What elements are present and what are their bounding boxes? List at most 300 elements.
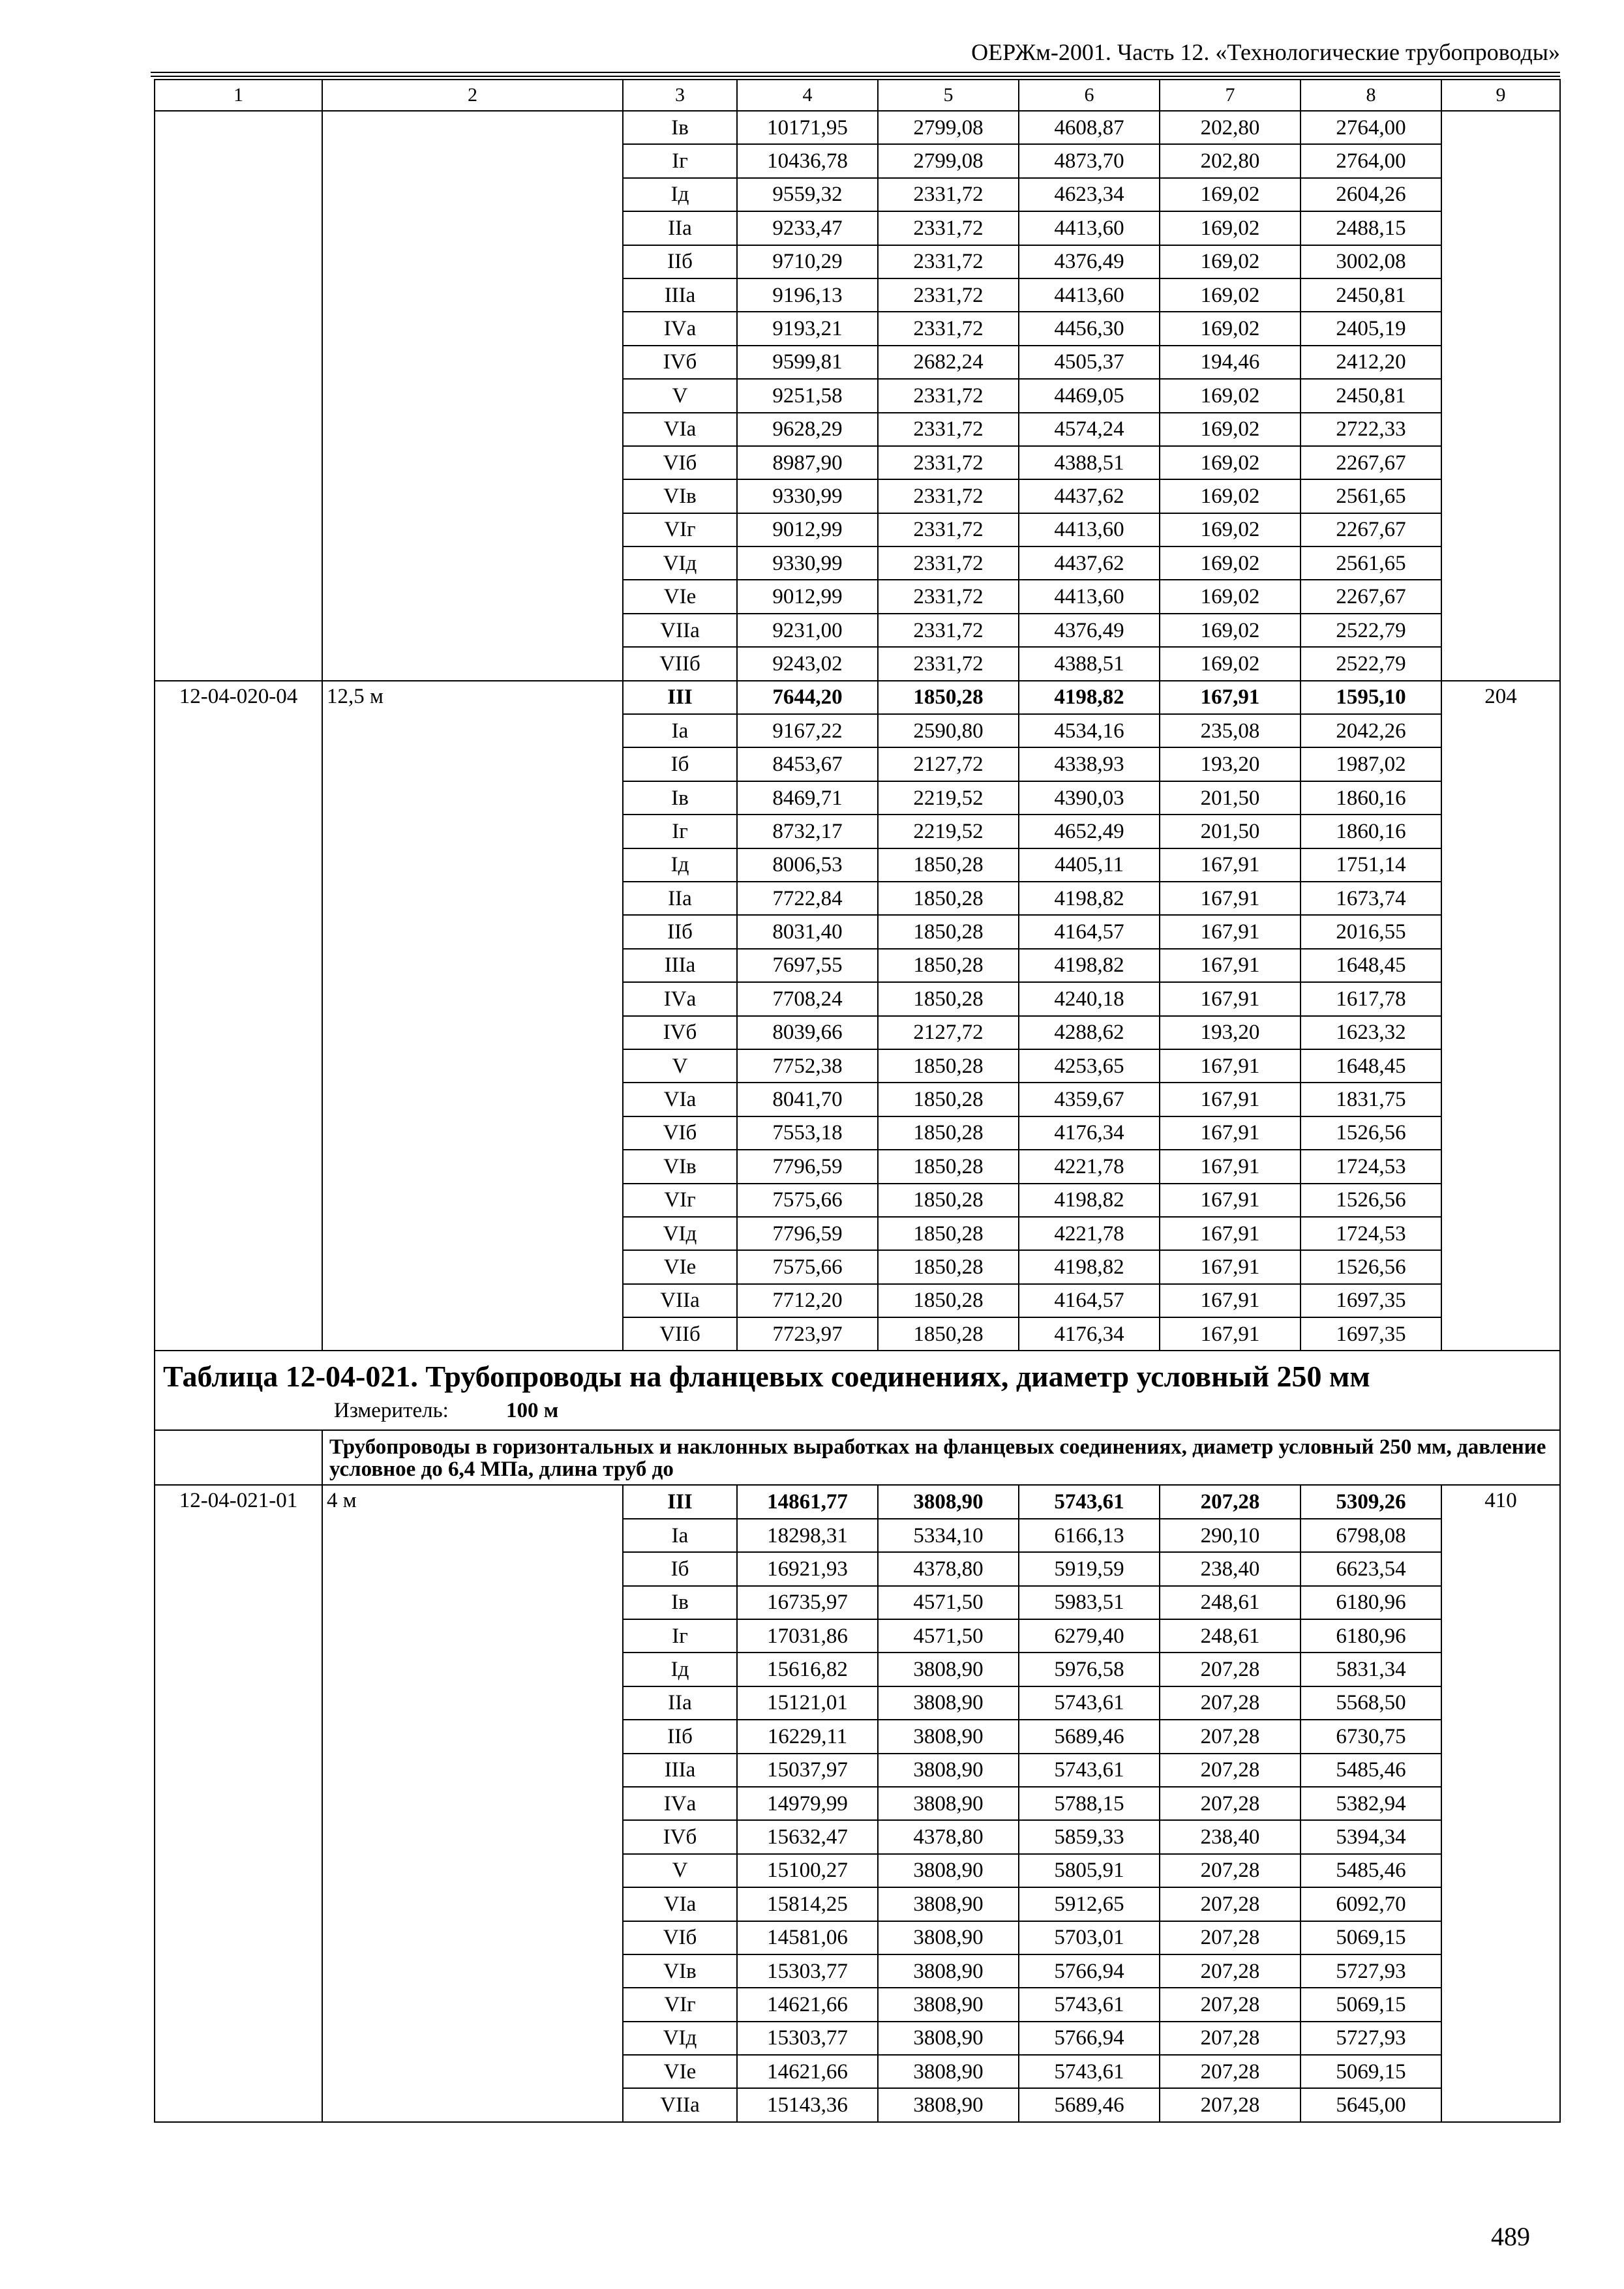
column-number: 7: [1160, 80, 1301, 111]
value-cell: 194,46: [1160, 346, 1301, 379]
value-cell: 5727,93: [1301, 2022, 1441, 2055]
region-cell: Iд: [623, 848, 737, 882]
value-cell: 8987,90: [737, 446, 878, 479]
region-cell: VIе: [623, 580, 737, 613]
value-cell: 4198,82: [1019, 882, 1160, 915]
value-cell: 3808,90: [878, 1787, 1019, 1820]
value-cell: 4574,24: [1019, 413, 1160, 446]
region-cell: Iг: [623, 815, 737, 848]
value-cell: 15303,77: [737, 1954, 878, 1988]
value-cell: 1724,53: [1301, 1150, 1441, 1183]
unit-value: 100 м: [506, 1399, 559, 1423]
value-cell: 2799,08: [878, 111, 1019, 144]
region-cell: IVб: [623, 1820, 737, 1853]
region-cell: Iа: [623, 1519, 737, 1552]
value-cell: 3808,90: [878, 2088, 1019, 2121]
value-cell: 3002,08: [1301, 245, 1441, 278]
column-number: 1: [155, 80, 322, 111]
header-rule-double: [151, 76, 1560, 77]
value-cell: 1595,10: [1301, 681, 1441, 714]
value-cell: 10436,78: [737, 144, 878, 177]
region-cell: V: [623, 1854, 737, 1887]
value-cell: 4359,67: [1019, 1083, 1160, 1116]
value-cell: 1623,32: [1301, 1016, 1441, 1049]
value-cell: 7575,66: [737, 1184, 878, 1217]
region-cell: VIб: [623, 1921, 737, 1954]
column-number: 8: [1301, 80, 1441, 111]
value-cell: 1850,28: [878, 1184, 1019, 1217]
value-cell: 207,28: [1160, 1754, 1301, 1787]
value-cell: 3808,90: [878, 1720, 1019, 1753]
value-cell: 4221,78: [1019, 1217, 1160, 1250]
value-cell: 3808,90: [878, 1485, 1019, 1518]
page-header: ОЕРЖм-2001. Часть 12. «Технологические трубопроводы»: [971, 39, 1560, 65]
region-cell: III: [623, 1485, 737, 1518]
column-number: 5: [878, 80, 1019, 111]
value-cell: 6730,75: [1301, 1720, 1441, 1753]
value-cell: 1850,28: [878, 982, 1019, 1015]
value-cell: 4176,34: [1019, 1317, 1160, 1351]
value-cell: 2450,81: [1301, 278, 1441, 312]
value-cell: 8031,40: [737, 915, 878, 948]
value-cell: 2488,15: [1301, 211, 1441, 245]
value-cell: 8732,17: [737, 815, 878, 848]
value-cell: 4437,62: [1019, 546, 1160, 580]
region-cell: VIе: [623, 2055, 737, 2088]
page-number: 489: [1491, 2222, 1530, 2251]
value-cell: 14581,06: [737, 1921, 878, 1954]
value-cell: 5743,61: [1019, 1686, 1160, 1720]
value-cell: 14621,66: [737, 2055, 878, 2088]
region-cell: IIа: [623, 1686, 737, 1720]
value-cell: 2127,72: [878, 1016, 1019, 1049]
value-cell: 6180,96: [1301, 1586, 1441, 1619]
value-cell: 5394,34: [1301, 1820, 1441, 1853]
value-cell: 169,02: [1160, 278, 1301, 312]
value-cell: 1697,35: [1301, 1317, 1441, 1351]
region-cell: III: [623, 681, 737, 714]
region-cell: IVа: [623, 982, 737, 1015]
value-cell: 169,02: [1160, 479, 1301, 513]
value-cell: 167,91: [1160, 1049, 1301, 1083]
value-cell: 1850,28: [878, 1116, 1019, 1150]
value-cell: 5689,46: [1019, 2088, 1160, 2121]
value-cell: 7796,59: [737, 1150, 878, 1183]
unit-row: [163, 1397, 1552, 1424]
region-cell: VIб: [623, 446, 737, 479]
value-cell: 5743,61: [1019, 1485, 1160, 1518]
value-cell: 5485,46: [1301, 1854, 1441, 1887]
region-cell: VIб: [623, 1116, 737, 1150]
value-cell: 207,28: [1160, 2088, 1301, 2121]
value-cell: 5689,46: [1019, 1720, 1160, 1753]
value-cell: 9330,99: [737, 479, 878, 513]
value-cell: 169,02: [1160, 513, 1301, 546]
value-cell: 6279,40: [1019, 1619, 1160, 1653]
value-cell: 1860,16: [1301, 781, 1441, 815]
value-cell: 1860,16: [1301, 815, 1441, 848]
value-cell: 7553,18: [737, 1116, 878, 1150]
value-cell: 1724,53: [1301, 1217, 1441, 1250]
value-cell: 238,40: [1160, 1552, 1301, 1585]
value-cell: 3808,90: [878, 1854, 1019, 1887]
table-caption-row: [155, 1351, 1560, 1430]
value-cell: 2412,20: [1301, 346, 1441, 379]
col9-cell: [1441, 111, 1560, 681]
code-cell: [155, 111, 322, 681]
value-cell: 7723,97: [737, 1317, 878, 1351]
table-row: [155, 111, 1560, 144]
region-cell: VIе: [623, 1250, 737, 1283]
value-cell: 169,02: [1160, 580, 1301, 613]
value-cell: 167,91: [1160, 982, 1301, 1015]
value-cell: 2764,00: [1301, 111, 1441, 144]
value-cell: 14621,66: [737, 1988, 878, 2021]
value-cell: 167,91: [1160, 882, 1301, 915]
value-cell: 4571,50: [878, 1586, 1019, 1619]
value-cell: 169,02: [1160, 379, 1301, 412]
region-cell: VIIа: [623, 1284, 737, 1317]
value-cell: 5309,26: [1301, 1485, 1441, 1518]
region-cell: VIIа: [623, 2088, 737, 2121]
value-cell: 2331,72: [878, 647, 1019, 680]
value-cell: 2331,72: [878, 178, 1019, 211]
value-cell: 4221,78: [1019, 1150, 1160, 1183]
value-cell: 6180,96: [1301, 1619, 1441, 1653]
value-cell: 8469,71: [737, 781, 878, 815]
region-cell: VIг: [623, 513, 737, 546]
value-cell: 2799,08: [878, 144, 1019, 177]
name-cell: 4 м: [322, 1485, 623, 2121]
value-cell: 248,61: [1160, 1586, 1301, 1619]
value-cell: 7722,84: [737, 882, 878, 915]
value-cell: 201,50: [1160, 815, 1301, 848]
value-cell: 5069,15: [1301, 1921, 1441, 1954]
value-cell: 5382,94: [1301, 1787, 1441, 1820]
value-cell: 193,20: [1160, 1016, 1301, 1049]
value-cell: 4198,82: [1019, 949, 1160, 982]
description-row: [155, 1430, 1560, 1485]
value-cell: 8453,67: [737, 747, 878, 781]
value-cell: 1850,28: [878, 1217, 1019, 1250]
value-cell: 5743,61: [1019, 1988, 1160, 2021]
value-cell: 169,02: [1160, 614, 1301, 647]
region-cell: Iг: [623, 144, 737, 177]
table-row: [155, 1485, 1560, 1518]
value-cell: 4456,30: [1019, 312, 1160, 345]
region-cell: VIд: [623, 1217, 737, 1250]
region-cell: Iг: [623, 1619, 737, 1653]
value-cell: 4405,11: [1019, 848, 1160, 882]
region-cell: IIб: [623, 245, 737, 278]
description: Трубопроводы в горизонтальных и наклонных выработках на фланцевых соединениях, диаметр условный 250 мм, давление условное до 6,4 МПа, длина труб до: [322, 1430, 1560, 1485]
region-cell: VIв: [623, 1150, 737, 1183]
value-cell: 2561,65: [1301, 479, 1441, 513]
value-cell: 5727,93: [1301, 1954, 1441, 1988]
value-cell: 207,28: [1160, 2055, 1301, 2088]
value-cell: 2127,72: [878, 747, 1019, 781]
value-cell: 3808,90: [878, 1988, 1019, 2021]
table-title: Таблица 12-04-021. Трубопроводы на фланцевых соединениях, диаметр условный 250 мм: [163, 1360, 1370, 1394]
value-cell: 6623,54: [1301, 1552, 1441, 1585]
value-cell: 3808,90: [878, 1754, 1019, 1787]
value-cell: 1850,28: [878, 848, 1019, 882]
value-cell: 2331,72: [878, 614, 1019, 647]
value-cell: 9628,29: [737, 413, 878, 446]
region-cell: IIIа: [623, 278, 737, 312]
region-cell: Iв: [623, 781, 737, 815]
value-cell: 3808,90: [878, 2055, 1019, 2088]
value-cell: 1850,28: [878, 1083, 1019, 1116]
value-cell: 7708,24: [737, 982, 878, 1015]
value-cell: 5069,15: [1301, 2055, 1441, 2088]
value-cell: 2331,72: [878, 546, 1019, 580]
value-cell: 1648,45: [1301, 949, 1441, 982]
value-cell: 5912,65: [1019, 1887, 1160, 1921]
value-cell: 16921,93: [737, 1552, 878, 1585]
value-cell: 7575,66: [737, 1250, 878, 1283]
region-cell: Iд: [623, 1653, 737, 1686]
value-cell: 169,02: [1160, 546, 1301, 580]
region-cell: VIа: [623, 1887, 737, 1921]
col9-cell: 204: [1441, 681, 1560, 1351]
value-cell: 1526,56: [1301, 1250, 1441, 1283]
value-cell: 2331,72: [878, 479, 1019, 513]
value-cell: 169,02: [1160, 413, 1301, 446]
column-number: 9: [1441, 80, 1560, 111]
value-cell: 9559,32: [737, 178, 878, 211]
value-cell: 9012,99: [737, 580, 878, 613]
region-cell: Iб: [623, 1552, 737, 1585]
value-cell: 8041,70: [737, 1083, 878, 1116]
value-cell: 7712,20: [737, 1284, 878, 1317]
value-cell: 4376,49: [1019, 245, 1160, 278]
value-cell: 4253,65: [1019, 1049, 1160, 1083]
value-cell: 207,28: [1160, 1686, 1301, 1720]
value-cell: 207,28: [1160, 2022, 1301, 2055]
value-cell: 169,02: [1160, 178, 1301, 211]
region-cell: VIд: [623, 546, 737, 580]
value-cell: 3808,90: [878, 1921, 1019, 1954]
value-cell: 4164,57: [1019, 915, 1160, 948]
value-cell: 7644,20: [737, 681, 878, 714]
value-cell: 9196,13: [737, 278, 878, 312]
column-number: 4: [737, 80, 878, 111]
value-cell: 5976,58: [1019, 1653, 1160, 1686]
value-cell: 2405,19: [1301, 312, 1441, 345]
value-cell: 5645,00: [1301, 2088, 1441, 2121]
value-cell: 167,91: [1160, 1116, 1301, 1150]
value-cell: 4437,62: [1019, 479, 1160, 513]
code-cell: 12-04-020-04: [155, 681, 322, 1351]
value-cell: 2331,72: [878, 211, 1019, 245]
value-cell: 1987,02: [1301, 747, 1441, 781]
value-cell: 290,10: [1160, 1519, 1301, 1552]
value-cell: 2331,72: [878, 245, 1019, 278]
value-cell: 1850,28: [878, 1317, 1019, 1351]
table-caption: [155, 1351, 1560, 1430]
value-cell: 4413,60: [1019, 278, 1160, 312]
value-cell: 5766,94: [1019, 2022, 1160, 2055]
value-cell: 2682,24: [878, 346, 1019, 379]
value-cell: 9231,00: [737, 614, 878, 647]
name-cell: 12,5 м: [322, 681, 623, 1351]
value-cell: 1697,35: [1301, 1284, 1441, 1317]
value-cell: 193,20: [1160, 747, 1301, 781]
value-cell: 5334,10: [878, 1519, 1019, 1552]
region-cell: IIб: [623, 915, 737, 948]
region-cell: VIв: [623, 479, 737, 513]
value-cell: 2331,72: [878, 513, 1019, 546]
value-cell: 2219,52: [878, 781, 1019, 815]
column-number-row: [155, 80, 1560, 111]
value-cell: 18298,31: [737, 1519, 878, 1552]
value-cell: 1831,75: [1301, 1083, 1441, 1116]
value-cell: 2331,72: [878, 580, 1019, 613]
value-cell: 5766,94: [1019, 1954, 1160, 1988]
value-cell: 4378,80: [878, 1820, 1019, 1853]
value-cell: 3808,90: [878, 1686, 1019, 1720]
value-cell: 9599,81: [737, 346, 878, 379]
value-cell: 5703,01: [1019, 1921, 1160, 1954]
region-cell: VIв: [623, 1954, 737, 1988]
value-cell: 4338,93: [1019, 747, 1160, 781]
value-cell: 15143,36: [737, 2088, 878, 2121]
column-number: 3: [623, 80, 737, 111]
value-cell: 15814,25: [737, 1887, 878, 1921]
value-cell: 2042,26: [1301, 714, 1441, 747]
value-cell: 1526,56: [1301, 1116, 1441, 1150]
value-cell: 2561,65: [1301, 546, 1441, 580]
value-cell: 15303,77: [737, 2022, 878, 2055]
value-cell: 9193,21: [737, 312, 878, 345]
value-cell: 17031,86: [737, 1619, 878, 1653]
value-cell: 4198,82: [1019, 681, 1160, 714]
region-cell: V: [623, 379, 737, 412]
value-cell: 4240,18: [1019, 982, 1160, 1015]
name-cell: [322, 111, 623, 681]
region-cell: Iв: [623, 1586, 737, 1619]
value-cell: 15037,97: [737, 1754, 878, 1787]
value-cell: 167,91: [1160, 1217, 1301, 1250]
value-cell: 5743,61: [1019, 2055, 1160, 2088]
value-cell: 9233,47: [737, 211, 878, 245]
value-cell: 207,28: [1160, 1988, 1301, 2021]
value-cell: 4652,49: [1019, 815, 1160, 848]
value-cell: 167,91: [1160, 681, 1301, 714]
value-cell: 1850,28: [878, 681, 1019, 714]
col9-cell: 410: [1441, 1485, 1560, 2121]
value-cell: 5919,59: [1019, 1552, 1160, 1585]
column-number: 2: [322, 80, 623, 111]
value-cell: 4608,87: [1019, 111, 1160, 144]
value-cell: 4198,82: [1019, 1184, 1160, 1217]
region-cell: IIа: [623, 882, 737, 915]
value-cell: 1850,28: [878, 1284, 1019, 1317]
value-cell: 7796,59: [737, 1217, 878, 1250]
region-cell: IVа: [623, 1787, 737, 1820]
code-cell: 12-04-021-01: [155, 1485, 322, 2121]
value-cell: 3808,90: [878, 1887, 1019, 1921]
value-cell: 3808,90: [878, 2022, 1019, 2055]
value-cell: 248,61: [1160, 1619, 1301, 1653]
value-cell: 1617,78: [1301, 982, 1441, 1015]
value-cell: 9012,99: [737, 513, 878, 546]
value-cell: 202,80: [1160, 111, 1301, 144]
region-cell: V: [623, 1049, 737, 1083]
value-cell: 201,50: [1160, 781, 1301, 815]
value-cell: 4873,70: [1019, 144, 1160, 177]
value-cell: 167,91: [1160, 1317, 1301, 1351]
value-cell: 5788,15: [1019, 1787, 1160, 1820]
value-cell: 14979,99: [737, 1787, 878, 1820]
value-cell: 4469,05: [1019, 379, 1160, 412]
value-cell: 2267,67: [1301, 446, 1441, 479]
value-cell: 1850,28: [878, 949, 1019, 982]
value-cell: 167,91: [1160, 949, 1301, 982]
table-row: [155, 681, 1560, 714]
value-cell: 5743,61: [1019, 1754, 1160, 1787]
value-cell: 2604,26: [1301, 178, 1441, 211]
value-cell: 1850,28: [878, 1049, 1019, 1083]
value-cell: 4571,50: [878, 1619, 1019, 1653]
region-cell: IIIа: [623, 1754, 737, 1787]
value-cell: 9710,29: [737, 245, 878, 278]
value-cell: 1850,28: [878, 1250, 1019, 1283]
region-cell: IIIа: [623, 949, 737, 982]
value-cell: 14861,77: [737, 1485, 878, 1518]
value-cell: 167,91: [1160, 1150, 1301, 1183]
region-cell: Iв: [623, 111, 737, 144]
value-cell: 4413,60: [1019, 211, 1160, 245]
value-cell: 4623,34: [1019, 178, 1160, 211]
value-cell: 2331,72: [878, 379, 1019, 412]
value-cell: 5485,46: [1301, 1754, 1441, 1787]
value-cell: 167,91: [1160, 915, 1301, 948]
region-cell: Iа: [623, 714, 737, 747]
value-cell: 8006,53: [737, 848, 878, 882]
value-cell: 2522,79: [1301, 614, 1441, 647]
value-cell: 5568,50: [1301, 1686, 1441, 1720]
value-cell: 207,28: [1160, 1653, 1301, 1686]
value-cell: 6092,70: [1301, 1887, 1441, 1921]
value-cell: 7752,38: [737, 1049, 878, 1083]
region-cell: VIIб: [623, 647, 737, 680]
value-cell: 169,02: [1160, 211, 1301, 245]
value-cell: 167,91: [1160, 1184, 1301, 1217]
region-cell: IIб: [623, 1720, 737, 1753]
value-cell: 9251,58: [737, 379, 878, 412]
value-cell: 2450,81: [1301, 379, 1441, 412]
value-cell: 4176,34: [1019, 1116, 1160, 1150]
value-cell: 7697,55: [737, 949, 878, 982]
value-cell: 1850,28: [878, 915, 1019, 948]
value-cell: 167,91: [1160, 1284, 1301, 1317]
region-cell: VIIа: [623, 614, 737, 647]
value-cell: 4376,49: [1019, 614, 1160, 647]
value-cell: 5983,51: [1019, 1586, 1160, 1619]
value-cell: 9243,02: [737, 647, 878, 680]
value-cell: 238,40: [1160, 1820, 1301, 1853]
value-cell: 169,02: [1160, 647, 1301, 680]
value-cell: 15121,01: [737, 1686, 878, 1720]
value-cell: 4198,82: [1019, 1250, 1160, 1283]
value-cell: 207,28: [1160, 1720, 1301, 1753]
region-cell: IVб: [623, 346, 737, 379]
value-cell: 5069,15: [1301, 1988, 1441, 2021]
value-cell: 2764,00: [1301, 144, 1441, 177]
price-table-area: [154, 79, 1559, 2200]
